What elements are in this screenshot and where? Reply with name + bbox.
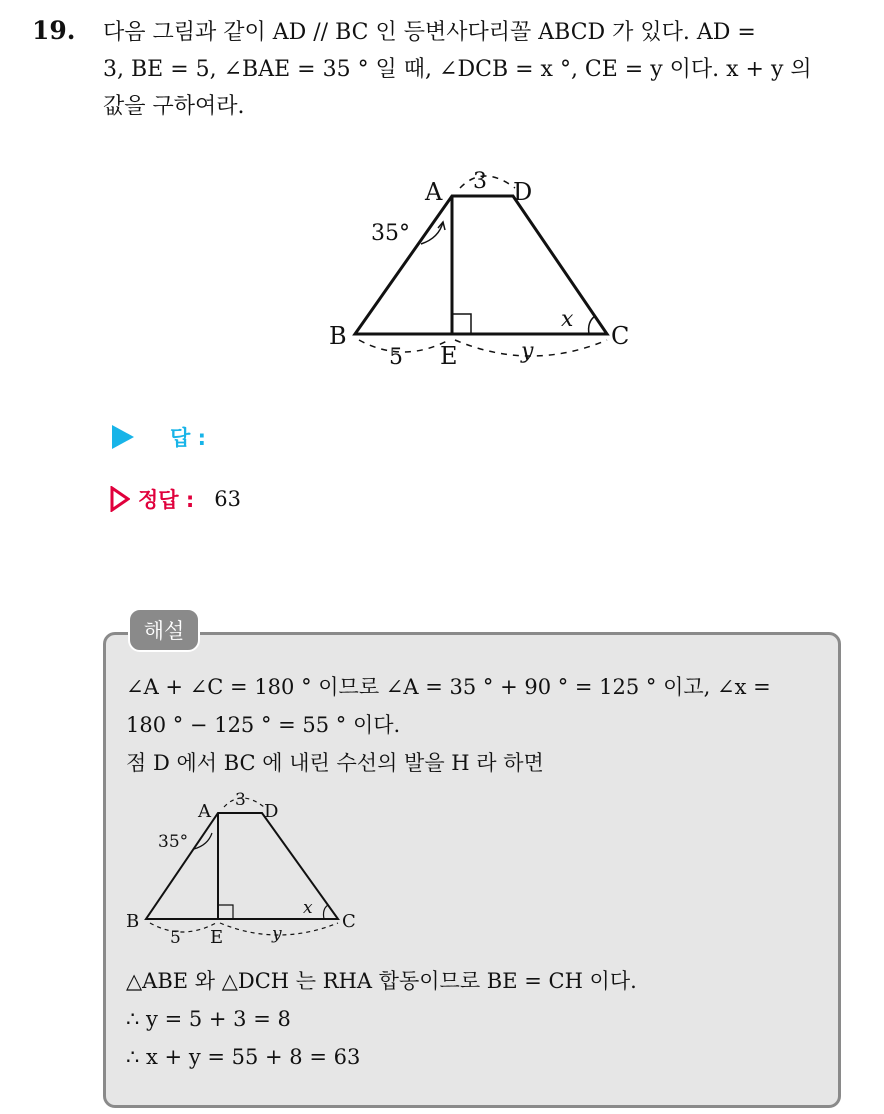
correct-answer-row <box>110 484 241 514</box>
solution-line-2: 180 ° − 125 ° = 55 ° 이다. <box>126 713 401 737</box>
small-label-E: E <box>210 927 224 948</box>
angle-arc-C <box>589 316 595 334</box>
angle-label-x: x <box>561 307 574 332</box>
label-E: E <box>440 342 458 370</box>
answer-label: 답 : <box>170 426 206 450</box>
small-label-B: B <box>126 911 140 932</box>
small-angle-label-x: x <box>303 898 313 918</box>
question-line-1: 다음 그림과 같이 AD // BC 인 등변사다리꼴 ABCD 가 있다. AD = <box>103 20 756 45</box>
small-right-angle-mark <box>218 905 233 919</box>
correct-answer-label: 정답 : <box>138 488 195 512</box>
correct-answer-value: 63 <box>214 487 242 511</box>
solution-text <box>126 668 826 782</box>
right-angle-mark <box>452 314 471 334</box>
question-number: 19. <box>32 16 76 45</box>
label-B: B <box>329 322 347 350</box>
small-angle-arc-C <box>324 905 329 919</box>
small-length-label-5: 5 <box>170 928 181 948</box>
small-length-label-3: 3 <box>235 790 246 810</box>
solution-line-1: ∠A + ∠C = 180 ° 이므로 ∠A = 35 ° + 90 ° = 125 ° 이고, ∠x = <box>126 675 771 699</box>
dim-arc-BE <box>359 340 449 352</box>
label-D: D <box>513 178 533 206</box>
label-A: A <box>425 178 443 206</box>
small-length-label-y: y <box>272 924 282 944</box>
question-line-3: 값을 구하여라. <box>103 94 245 119</box>
solution-line-3: 점 D 에서 BC 에 내린 수선의 발을 H 라 하면 <box>126 751 544 775</box>
solution-line-6: ∴ x + y = 55 + 8 = 63 <box>126 1045 361 1069</box>
small-label-D: D <box>264 801 279 822</box>
solution-line-5: ∴ y = 5 + 3 = 8 <box>126 1007 291 1031</box>
small-label-C: C <box>342 911 356 932</box>
question-line-2: 3, BE = 5, ∠BAE = 35 ° 일 때, ∠DCB = x °, CE = y 이다. x + y 의 <box>103 57 812 82</box>
small-label-A: A <box>198 801 211 822</box>
angle-label-35: 35° <box>371 221 410 246</box>
dim-arc-AD <box>460 176 515 188</box>
trapezoid-figure <box>325 160 645 375</box>
small-angle-label-35: 35° <box>158 832 189 852</box>
play-icon <box>112 425 134 449</box>
solution-trapezoid-figure <box>120 785 370 955</box>
small-dim-arc-BE <box>150 923 216 932</box>
label-C: C <box>611 322 630 350</box>
length-label-y: y <box>521 339 534 364</box>
question-text <box>103 14 863 125</box>
outline-triangle-icon <box>110 486 130 512</box>
answer-row <box>112 422 206 452</box>
length-label-3: 3 <box>473 169 487 194</box>
length-label-5: 5 <box>389 345 403 370</box>
solution-tag: 해설 <box>128 608 200 652</box>
solution-line-4: △ABE 와 △DCH 는 RHA 합동이므로 BE = CH 이다. <box>126 969 637 993</box>
solution-text-continued <box>126 962 826 1076</box>
